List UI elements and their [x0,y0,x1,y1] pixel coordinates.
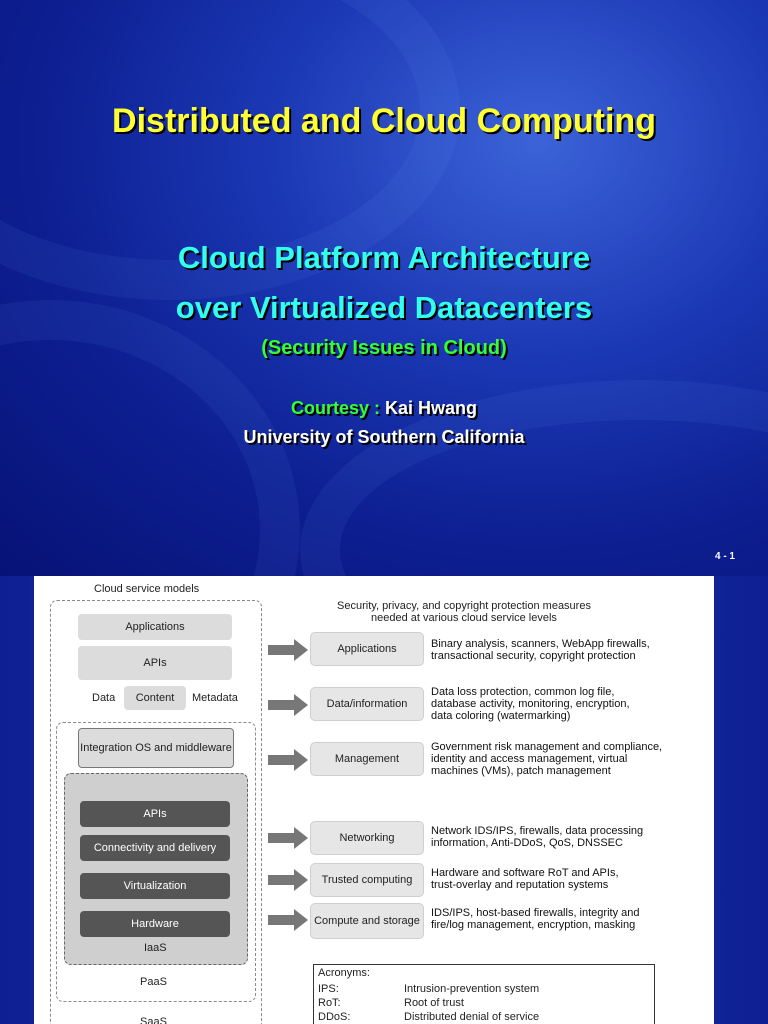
slide-subtitle-line2: over Virtualized Datacenters [175,290,593,325]
category-applications: Applications [310,632,424,666]
category-trusted-computing-desc: Hardware and software RoT and APIs, trust-overlay and reputation systems [431,867,619,891]
arrow-icon [268,749,308,771]
stack-apis: APIs [80,801,230,827]
left-stack-title: Cloud service models [94,583,200,595]
figure-slide [0,576,768,1024]
stack-connectivity: Connectivity and delivery [80,835,230,861]
arrow-icon [268,869,308,891]
stack-virtualization: Virtualization [80,873,230,899]
category-data-information: Data/information [310,687,424,721]
category-trusted-computing: Trusted computing [310,863,424,897]
category-networking: Networking [310,821,424,855]
courtesy-name: Kai Hwang [385,398,478,418]
courtesy-line [0,398,768,419]
acronyms-box [313,964,655,1024]
acronym-term: DDoS: [318,1011,351,1023]
page-number: 4 - 1 [714,551,735,562]
acronym-term: RoT: [318,997,341,1009]
courtesy-label: Courtesy : [290,398,380,418]
acronym-def: Distributed denial of service [404,1011,540,1023]
category-compute-storage: Compute and storage [310,903,424,939]
stack-apis-top: APIs [78,646,232,680]
security-figure [34,576,714,1024]
slide-title: Distributed and Cloud Computing [112,102,656,140]
category-networking-desc: Network IDS/IPS, firewalls, data processing information, Anti-DDoS, QoS, DNSSEC [431,825,644,849]
arrow-icon [268,694,308,716]
category-management-desc: Government risk management and compliance, identity and access management, virtual machines (VMs), patch management [431,741,663,777]
category-compute-storage-desc: IDS/IPS, host-based firewalls, integrity and fire/log management, encryption, masking [431,907,640,931]
right-title [314,600,614,624]
stack-hardware: Hardware [80,911,230,937]
stack-iaas-label: IaaS [144,942,167,954]
stack-applications: Applications [78,614,232,640]
stack-integration: Integration OS and middleware [78,728,234,768]
slide-subtitle-line3: (Security Issues in Cloud) [261,337,507,359]
slide-subtitle-line1: Cloud Platform Architecture [177,240,591,275]
category-data-information-desc: Data loss protection, common log file, database activity, monitoring, encryption, data coloring (watermarking) [431,686,630,722]
stack-paas-label: PaaS [140,976,167,988]
right-title-line1: Security, privacy, and copyright protection measures [337,600,591,612]
acronym-def: Intrusion-prevention system [404,983,540,995]
acronym-term: IPS: [318,983,339,995]
acronym-def: Root of trust [404,997,464,1009]
category-applications-desc: Binary analysis, scanners, WebApp firewalls, transactional security, copyright protection [431,638,650,662]
stack-data: Data [92,692,116,704]
university: University of Southern California [243,427,525,447]
arrow-icon [268,827,308,849]
arrow-icon [268,639,308,661]
stack-metadata: Metadata [192,692,238,704]
right-title-line2: needed at various cloud service levels [371,612,557,624]
category-management: Management [310,742,424,776]
acronyms-title: Acronyms: [318,967,370,979]
arrow-icon [268,909,308,931]
stack-content: Content [124,686,186,710]
stack-saas-label: SaaS [140,1016,167,1024]
